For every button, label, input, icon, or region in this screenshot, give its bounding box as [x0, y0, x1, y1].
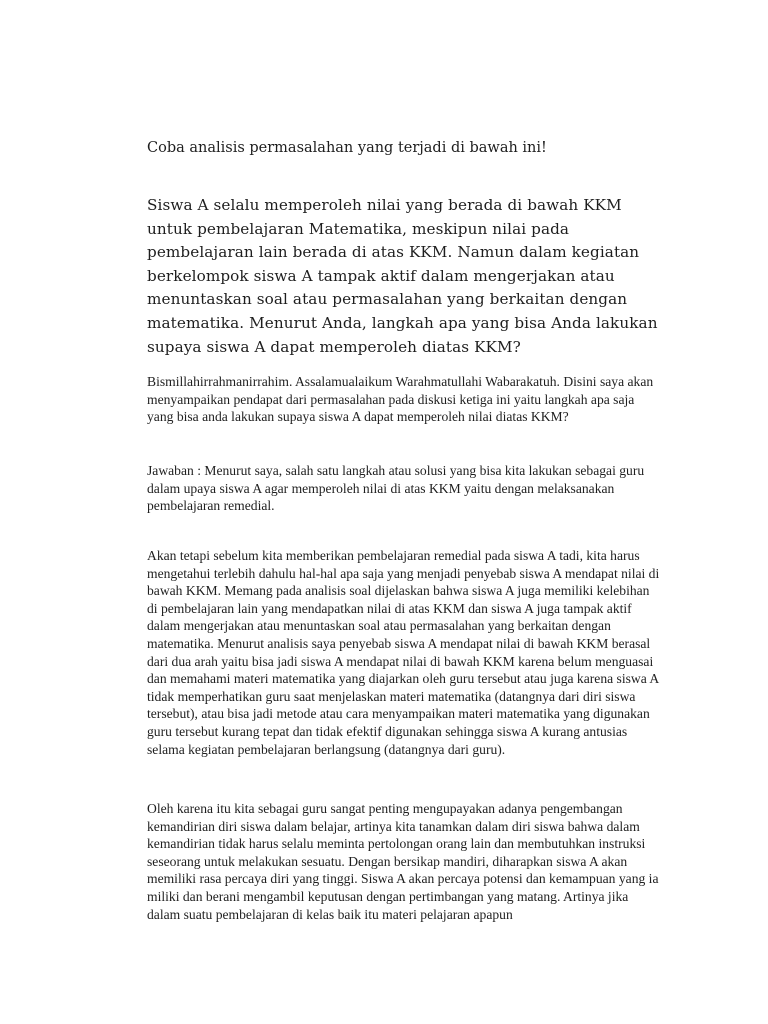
paragraph-greeting: Bismillahirrahmanirrahim. Assalamualaikum Warahmatullahi Wabarakatuh. Disini saya akan menyampaikan pendapat dari permasalahan pada diskusi ketiga ini yaitu langkah apa saja yang bisa anda lakukan supaya siswa A dapat memperoleh nilai diatas KKM? [147, 374, 654, 425]
paragraph-conclusion: Oleh karena itu kita sebagai guru sangat penting mengupayakan adanya pengembangan kemandirian diri siswa dalam belajar, artinya kita tanamkan dalam diri siswa bahwa dalam kemandirian tidak harus selalu meminta pertolongan orang lain dan membutuhkan instruksi seseorang untuk melakukan sesuatu. Dengan bersikap mandiri, diharapkan siswa A akan memiliki rasa percaya diri yang tinggi. Siswa A akan percaya potensi dan kemampuan yang ia miliki dan berani mengambil keputusan dengan pertimbangan yang matang. Artinya jika dalam suatu pembelajaran di kelas baik itu materi pelajaran apapun [147, 801, 659, 922]
paragraph-answer: Jawaban : Menurut saya, salah satu langkah atau solusi yang bisa kita lakukan sebagai guru dalam upaya siswa A agar memperoleh nilai di atas KKM yaitu dengan melaksanakan pembelajaran remedial. [147, 463, 645, 514]
case-question: Siswa A selalu memperoleh nilai yang berada di bawah KKM untuk pembelajaran Matematika, meskipun nilai pada pembelajaran lain berada di atas KKM. Namun dalam kegiatan berkelompok siswa A tampak aktif dalam mengerjakan atau menuntaskan soal atau permasalahan yang berkaitan dengan matematika. Menurut Anda, langkah apa yang bisa Anda lakukan supaya siswa A dapat memperoleh diatas KKM? [147, 196, 658, 356]
document-heading: Coba analisis permasalahan yang terjadi di bawah ini! [147, 140, 547, 156]
paragraph-analysis: Akan tetapi sebelum kita memberikan pembelajaran remedial pada siswa A tadi, kita harus mengetahui terlebih dahulu hal-hal apa saja yang menjadi penyebab siswa A mendapat nilai di bawah KKM. Memang pada analisis soal dijelaskan bahwa siswa A juga memiliki kelebihan di pembelajaran lain yang mendapatkan nilai di atas KKM dan siswa A juga tampak aktif dalam mengerjakan atau menuntaskan soal atau permasalahan yang berkaitan dengan matematika. Menurut analisis saya penyebab siswa A mendapat nilai di bawah KKM berasal dari dua arah yaitu bisa jadi siswa A mendapat nilai di bawah KKM karena belum menguasai dan memahami materi matematika yang diajarkan oleh guru tersebut atau juga karena siswa A tidak memperhatikan guru saat menjelaskan materi matematika (datangnya dari diri siswa tersebut), atau bisa jadi metode atau cara menyampaikan materi matematika yang digunakan guru tersebut kurang tepat dan tidak efektif digunakan sehingga siswa A kurang antusias selama kegiatan pembelajaran berlangsung (datangnya dari guru). [147, 548, 660, 757]
